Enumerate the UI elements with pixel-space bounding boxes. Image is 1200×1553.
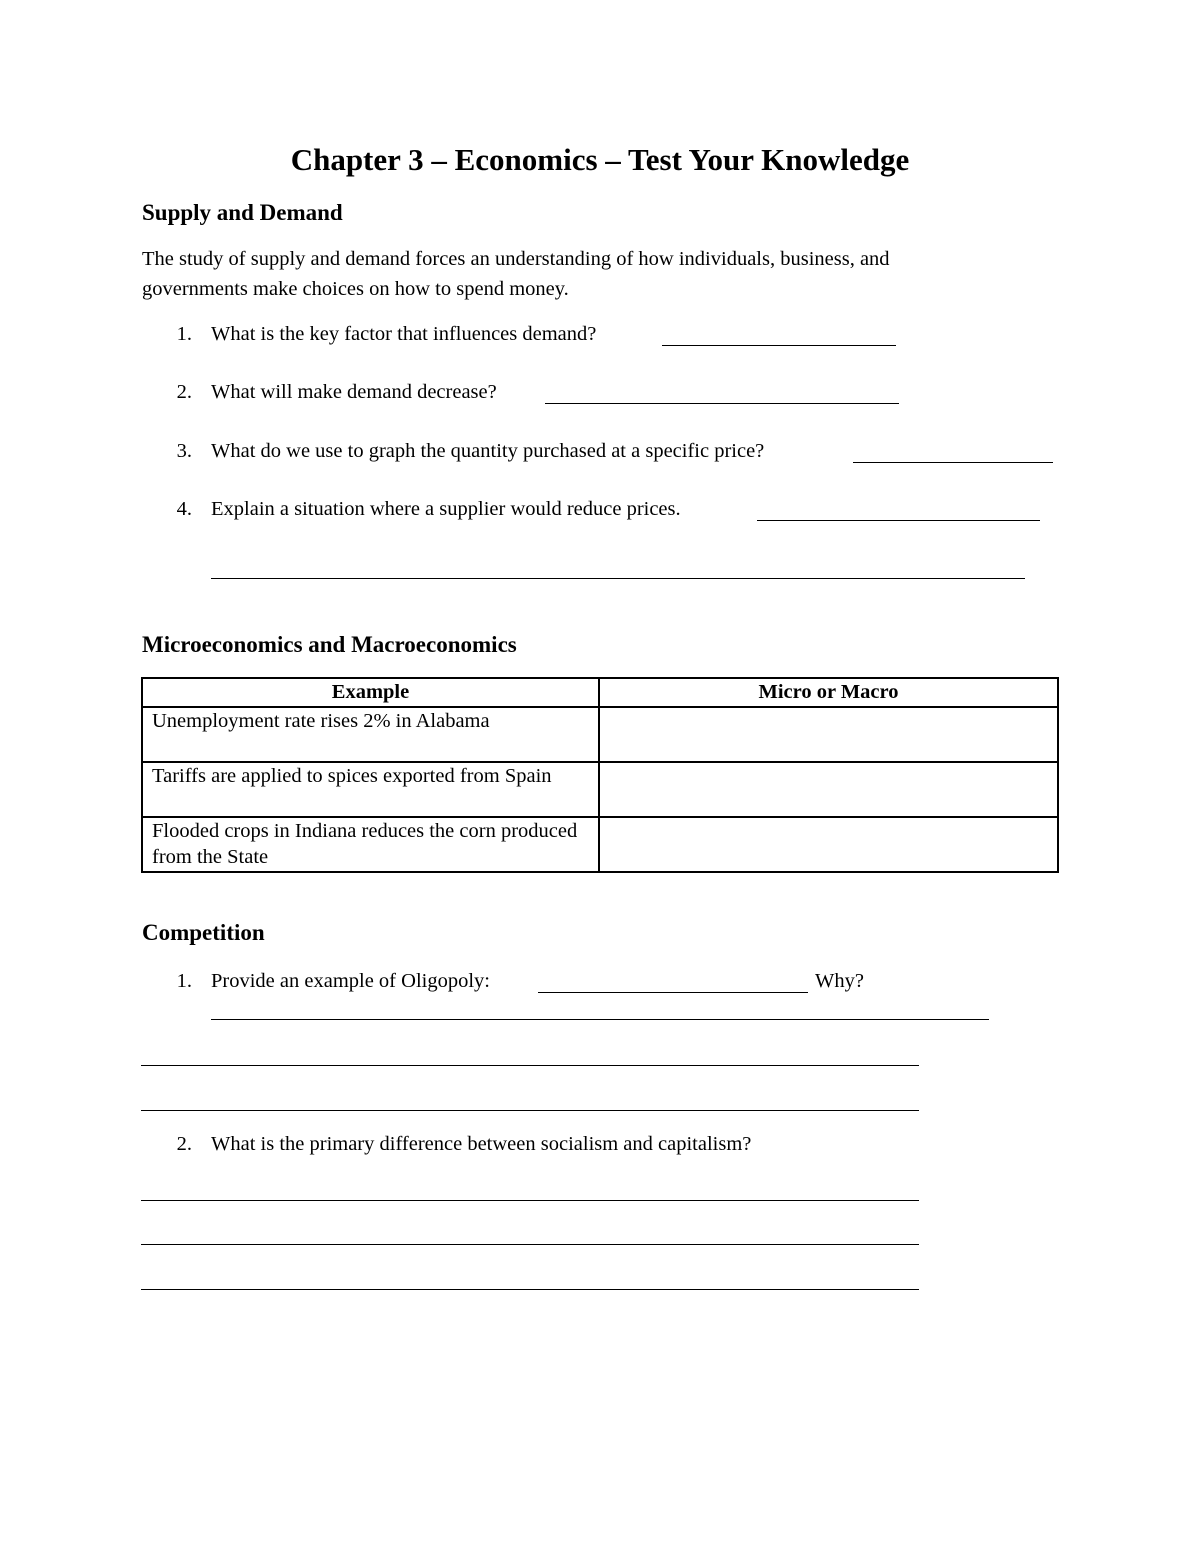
question-text: Provide an example of Oligopoly:	[211, 970, 490, 992]
answer-blank[interactable]	[141, 1065, 919, 1066]
column-header-micro-macro: Micro or Macro	[599, 678, 1058, 707]
answer-blank[interactable]	[211, 1019, 989, 1020]
intro-line-1: The study of supply and demand forces an understanding of how individuals, business, and	[142, 248, 890, 270]
answer-blank[interactable]	[757, 520, 1040, 521]
question-number: 4.	[176, 498, 192, 520]
micro-macro-table	[141, 677, 1059, 873]
example-cell: Tariffs are applied to spices exported from Spain	[142, 762, 599, 817]
section-heading-micro-macro: Microeconomics and Macroeconomics	[142, 632, 517, 657]
question-text: Explain a situation where a supplier would reduce prices.	[211, 498, 681, 520]
example-cell: Unemployment rate rises 2% in Alabama	[142, 707, 599, 762]
answer-blank[interactable]	[853, 462, 1053, 463]
example-cell: Flooded crops in Indiana reduces the corn produced from the State	[142, 817, 599, 872]
answer-blank[interactable]	[211, 578, 1025, 579]
intro-line-2: governments make choices on how to spend money.	[142, 278, 569, 300]
section-heading-competition: Competition	[142, 920, 265, 945]
table-header-row	[142, 678, 1058, 707]
table-row	[142, 762, 1058, 817]
answer-blank[interactable]	[662, 345, 896, 346]
section-heading-supply-demand: Supply and Demand	[142, 200, 343, 225]
table-row	[142, 817, 1058, 872]
question-text: What is the primary difference between socialism and capitalism?	[211, 1133, 752, 1155]
question-number: 1.	[176, 970, 192, 992]
question-text: What do we use to graph the quantity purchased at a specific price?	[211, 440, 765, 462]
answer-blank[interactable]	[545, 403, 899, 404]
column-header-example: Example	[142, 678, 599, 707]
answer-blank[interactable]	[141, 1200, 919, 1201]
answer-cell[interactable]	[599, 707, 1058, 762]
table-row	[142, 707, 1058, 762]
answer-blank[interactable]	[141, 1289, 919, 1290]
answer-blank[interactable]	[141, 1110, 919, 1111]
why-label: Why?	[815, 970, 864, 992]
answer-cell[interactable]	[599, 817, 1058, 872]
answer-cell[interactable]	[599, 762, 1058, 817]
answer-blank[interactable]	[538, 992, 808, 993]
question-text: What is the key factor that influences demand?	[211, 323, 597, 345]
question-number: 2.	[176, 1133, 192, 1155]
question-number: 1.	[176, 323, 192, 345]
question-number: 2.	[176, 381, 192, 403]
question-text: What will make demand decrease?	[211, 381, 497, 403]
page-title: Chapter 3 – Economics – Test Your Knowledge	[290, 142, 910, 177]
answer-blank[interactable]	[141, 1244, 919, 1245]
question-number: 3.	[176, 440, 192, 462]
